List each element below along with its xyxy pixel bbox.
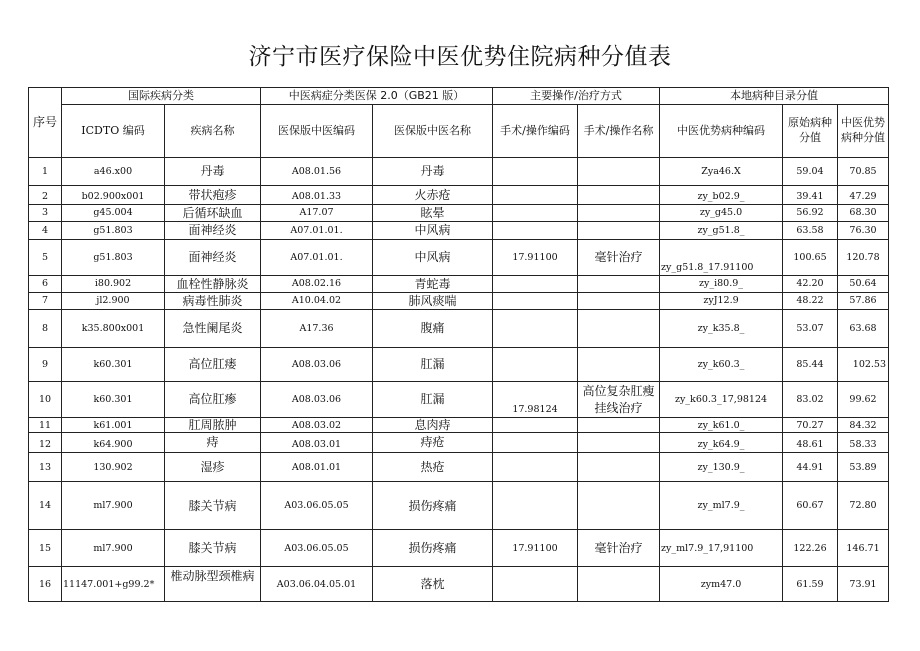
- header-tcm-score: 中医优势病种分值: [838, 105, 889, 158]
- header-tcm-disease-code: 中医优势病种编码: [660, 105, 783, 158]
- cell-original-score: 60.67: [783, 482, 838, 530]
- cell-tcm-name: 中风病: [373, 222, 493, 240]
- cell-op-name: [578, 433, 660, 453]
- cell-tcm-disease-code: zy_k60.3_17,98124: [660, 382, 783, 418]
- cell-op-code: [493, 310, 578, 348]
- cell-tcm-score: 70.85: [838, 158, 889, 186]
- cell-original-score: 56.92: [783, 205, 838, 222]
- cell-original-score: 70.27: [783, 418, 838, 433]
- cell-seq: 15: [29, 530, 62, 567]
- table-row: [29, 310, 889, 348]
- cell-tcm-name: 眩晕: [373, 205, 493, 222]
- cell-tcm-score: 53.89: [838, 453, 889, 482]
- cell-tcm-score: 84.32: [838, 418, 889, 433]
- cell-tcm-score: 99.62: [838, 382, 889, 418]
- header-group-local: 本地病种目录分值: [660, 88, 889, 105]
- cell-op-name: [578, 222, 660, 240]
- cell-tcm-name: 青蛇毒: [373, 276, 493, 293]
- cell-op-code: [493, 293, 578, 310]
- cell-op-name: [578, 482, 660, 530]
- header-group-international: 国际疾病分类: [62, 88, 261, 105]
- cell-tcm-code: A08.01.01: [261, 453, 373, 482]
- header-original-score: 原始病种分值: [783, 105, 838, 158]
- cell-tcm-name: 痔疮: [373, 433, 493, 453]
- header-tcm-code: 医保版中医编码: [261, 105, 373, 158]
- header-icd10-code: ICDTO 编码: [62, 105, 165, 158]
- cell-icd-code: g51.803: [62, 222, 165, 240]
- cell-tcm-disease-code: zy_ml7.9_: [660, 482, 783, 530]
- cell-icd-code: ml7.900: [62, 530, 165, 567]
- cell-seq: 14: [29, 482, 62, 530]
- cell-op-name: [578, 276, 660, 293]
- cell-op-code: [493, 158, 578, 186]
- header-seq: 序号: [29, 88, 62, 158]
- table-row: [29, 222, 889, 240]
- cell-disease-name: 膝关节病: [165, 482, 261, 530]
- cell-tcm-code: A07.01.01.: [261, 222, 373, 240]
- cell-tcm-disease-code: Zya46.X: [660, 158, 783, 186]
- cell-original-score: 100.65: [783, 240, 838, 276]
- cell-tcm-score: 76.30: [838, 222, 889, 240]
- cell-original-score: 48.61: [783, 433, 838, 453]
- cell-tcm-name: 肛漏: [373, 348, 493, 382]
- score-table: [28, 87, 889, 602]
- cell-seq: 4: [29, 222, 62, 240]
- page-title: 济宁市医疗保险中医优势住院病种分值表: [248, 44, 672, 70]
- cell-disease-name: 丹毒: [165, 158, 261, 186]
- cell-seq: 12: [29, 433, 62, 453]
- cell-original-score: 44.91: [783, 453, 838, 482]
- cell-icd-code: 130.902: [62, 453, 165, 482]
- table-row: [29, 418, 889, 433]
- table-row: [29, 240, 889, 276]
- cell-op-code: [493, 186, 578, 205]
- cell-icd-code: 11147.001+g99.2*: [62, 567, 165, 602]
- table-row: [29, 482, 889, 530]
- cell-original-score: 42.20: [783, 276, 838, 293]
- cell-original-score: 39.41: [783, 186, 838, 205]
- cell-op-name: 毫针治疗: [578, 530, 660, 567]
- cell-op-name: [578, 158, 660, 186]
- cell-disease-name: 湿疹: [165, 453, 261, 482]
- table-row: [29, 382, 889, 418]
- cell-disease-name: 病毒性肺炎: [165, 293, 261, 310]
- cell-op-code: [493, 276, 578, 293]
- cell-original-score: 85.44: [783, 348, 838, 382]
- cell-tcm-score: 63.68: [838, 310, 889, 348]
- header-tcm-name: 医保版中医名称: [373, 105, 493, 158]
- cell-disease-name: 肛周脓肿: [165, 418, 261, 433]
- cell-op-code: [493, 418, 578, 433]
- cell-original-score: 53.07: [783, 310, 838, 348]
- cell-icd-code: b02.900x001: [62, 186, 165, 205]
- cell-op-code: [493, 482, 578, 530]
- cell-tcm-score: 58.33: [838, 433, 889, 453]
- cell-disease-name: 血栓性静脉炎: [165, 276, 261, 293]
- cell-seq: 7: [29, 293, 62, 310]
- table-row: [29, 433, 889, 453]
- cell-tcm-name: 中风病: [373, 240, 493, 276]
- cell-tcm-code: A08.03.06: [261, 382, 373, 418]
- cell-seq: 13: [29, 453, 62, 482]
- cell-original-score: 83.02: [783, 382, 838, 418]
- cell-tcm-score: 57.86: [838, 293, 889, 310]
- cell-op-code: 17.98124: [493, 382, 578, 418]
- cell-op-name: [578, 310, 660, 348]
- cell-disease-name: 急性阑尾炎: [165, 310, 261, 348]
- cell-icd-code: jl2.900: [62, 293, 165, 310]
- cell-original-score: 48.22: [783, 293, 838, 310]
- cell-op-code: [493, 205, 578, 222]
- cell-tcm-code: A03.06.05.05: [261, 530, 373, 567]
- cell-op-code: [493, 567, 578, 602]
- cell-op-name: [578, 348, 660, 382]
- cell-icd-code: i80.902: [62, 276, 165, 293]
- cell-seq: 1: [29, 158, 62, 186]
- cell-disease-name: 后循环缺血: [165, 205, 261, 222]
- cell-seq: 10: [29, 382, 62, 418]
- cell-disease-name: 带状疱疹: [165, 186, 261, 205]
- cell-seq: 8: [29, 310, 62, 348]
- cell-disease-name: 椎动脉型颈椎病: [165, 567, 261, 602]
- table-row: [29, 293, 889, 310]
- cell-seq: 9: [29, 348, 62, 382]
- cell-tcm-code: A08.02.16: [261, 276, 373, 293]
- cell-tcm-score: 50.64: [838, 276, 889, 293]
- table-row: [29, 158, 889, 186]
- cell-op-name: [578, 186, 660, 205]
- cell-tcm-name: 损伤疼痛: [373, 482, 493, 530]
- cell-tcm-disease-code: zy_ml7.9_17,91100: [660, 530, 783, 567]
- cell-seq: 2: [29, 186, 62, 205]
- cell-icd-code: k60.301: [62, 382, 165, 418]
- cell-seq: 3: [29, 205, 62, 222]
- cell-tcm-disease-code: zy_k61.0_: [660, 418, 783, 433]
- cell-tcm-disease-code: zy_b02.9_: [660, 186, 783, 205]
- cell-icd-code: ml7.900: [62, 482, 165, 530]
- cell-op-code: 17.91100: [493, 240, 578, 276]
- cell-original-score: 122.26: [783, 530, 838, 567]
- cell-icd-code: k35.800x001: [62, 310, 165, 348]
- cell-tcm-name: 息肉痔: [373, 418, 493, 433]
- cell-tcm-score: 102.53: [838, 348, 889, 382]
- cell-seq: 5: [29, 240, 62, 276]
- cell-op-code: [493, 433, 578, 453]
- cell-op-name: 毫针治疗: [578, 240, 660, 276]
- cell-tcm-code: A03.06.04.05.01: [261, 567, 373, 602]
- table-row: [29, 453, 889, 482]
- cell-op-name: 高位复杂肛瘦挂线治疗: [578, 382, 660, 418]
- cell-tcm-name: 丹毒: [373, 158, 493, 186]
- header-group-tcm: 中医病症分类医保 2.0（GB21 版）: [261, 88, 493, 105]
- cell-tcm-code: A03.06.05.05: [261, 482, 373, 530]
- cell-op-code: [493, 222, 578, 240]
- cell-disease-name: 高位肛瘆: [165, 382, 261, 418]
- header-op-name: 手术/操作名称: [578, 105, 660, 158]
- table-row: [29, 205, 889, 222]
- cell-seq: 16: [29, 567, 62, 602]
- cell-tcm-disease-code: zyJ12.9: [660, 293, 783, 310]
- cell-tcm-code: A07.01.01.: [261, 240, 373, 276]
- cell-tcm-score: 73.91: [838, 567, 889, 602]
- cell-tcm-disease-code: zy_g51.8_17.91100: [660, 240, 783, 276]
- cell-tcm-name: 损伤疼痛: [373, 530, 493, 567]
- cell-seq: 6: [29, 276, 62, 293]
- cell-tcm-name: 肺风痰喘: [373, 293, 493, 310]
- cell-disease-name: 面神经炎: [165, 222, 261, 240]
- cell-tcm-name: 落枕: [373, 567, 493, 602]
- cell-op-name: [578, 567, 660, 602]
- cell-tcm-disease-code: zy_130.9_: [660, 453, 783, 482]
- cell-tcm-score: 120.78: [838, 240, 889, 276]
- cell-op-name: [578, 453, 660, 482]
- cell-tcm-disease-code: zy_g45.0: [660, 205, 783, 222]
- cell-tcm-name: 腹痛: [373, 310, 493, 348]
- cell-tcm-score: 146.71: [838, 530, 889, 567]
- cell-tcm-disease-code: zy_k35.8_: [660, 310, 783, 348]
- cell-tcm-code: A08.01.56: [261, 158, 373, 186]
- cell-icd-code: k60.301: [62, 348, 165, 382]
- cell-op-name: [578, 418, 660, 433]
- cell-op-code: 17.91100: [493, 530, 578, 567]
- header-op-code: 手术/操作编码: [493, 105, 578, 158]
- cell-tcm-disease-code: zy_k64.9_: [660, 433, 783, 453]
- cell-tcm-code: A17.07: [261, 205, 373, 222]
- cell-icd-code: k64.900: [62, 433, 165, 453]
- cell-op-name: [578, 293, 660, 310]
- cell-op-code: [493, 453, 578, 482]
- cell-original-score: 59.04: [783, 158, 838, 186]
- cell-tcm-code: A10.04.02: [261, 293, 373, 310]
- cell-seq: 11: [29, 418, 62, 433]
- cell-tcm-name: 肛漏: [373, 382, 493, 418]
- cell-icd-code: a46.x00: [62, 158, 165, 186]
- cell-tcm-score: 68.30: [838, 205, 889, 222]
- cell-tcm-code: A08.03.02: [261, 418, 373, 433]
- cell-op-name: [578, 205, 660, 222]
- cell-tcm-score: 72.80: [838, 482, 889, 530]
- header-group-operation: 主要操作/治疗方式: [493, 88, 660, 105]
- cell-disease-name: 面神经炎: [165, 240, 261, 276]
- table-row: [29, 186, 889, 205]
- table-row: [29, 530, 889, 567]
- header-disease-name: 疾病名称: [165, 105, 261, 158]
- cell-tcm-disease-code: zy_g51.8_: [660, 222, 783, 240]
- cell-tcm-name: 热疮: [373, 453, 493, 482]
- cell-tcm-score: 47.29: [838, 186, 889, 205]
- cell-disease-name: 高位肛瘘: [165, 348, 261, 382]
- cell-disease-name: 痔: [165, 433, 261, 453]
- cell-icd-code: k61.001: [62, 418, 165, 433]
- cell-tcm-disease-code: zy_i80.9_: [660, 276, 783, 293]
- cell-tcm-code: A08.03.01: [261, 433, 373, 453]
- cell-tcm-code: A08.01.33: [261, 186, 373, 205]
- header-column-row: [29, 105, 889, 158]
- cell-tcm-name: 火赤疮: [373, 186, 493, 205]
- table-row: [29, 567, 889, 602]
- cell-icd-code: g51.803: [62, 240, 165, 276]
- cell-tcm-disease-code: zy_k60.3_: [660, 348, 783, 382]
- table-row: [29, 348, 889, 382]
- cell-op-code: [493, 348, 578, 382]
- cell-original-score: 61.59: [783, 567, 838, 602]
- cell-original-score: 63.58: [783, 222, 838, 240]
- cell-tcm-disease-code: zym47.0: [660, 567, 783, 602]
- cell-tcm-code: A17.36: [261, 310, 373, 348]
- header-group-row: [29, 88, 889, 105]
- cell-tcm-code: A08.03.06: [261, 348, 373, 382]
- cell-icd-code: g45.004: [62, 205, 165, 222]
- cell-disease-name: 膝关节病: [165, 530, 261, 567]
- table-row: [29, 276, 889, 293]
